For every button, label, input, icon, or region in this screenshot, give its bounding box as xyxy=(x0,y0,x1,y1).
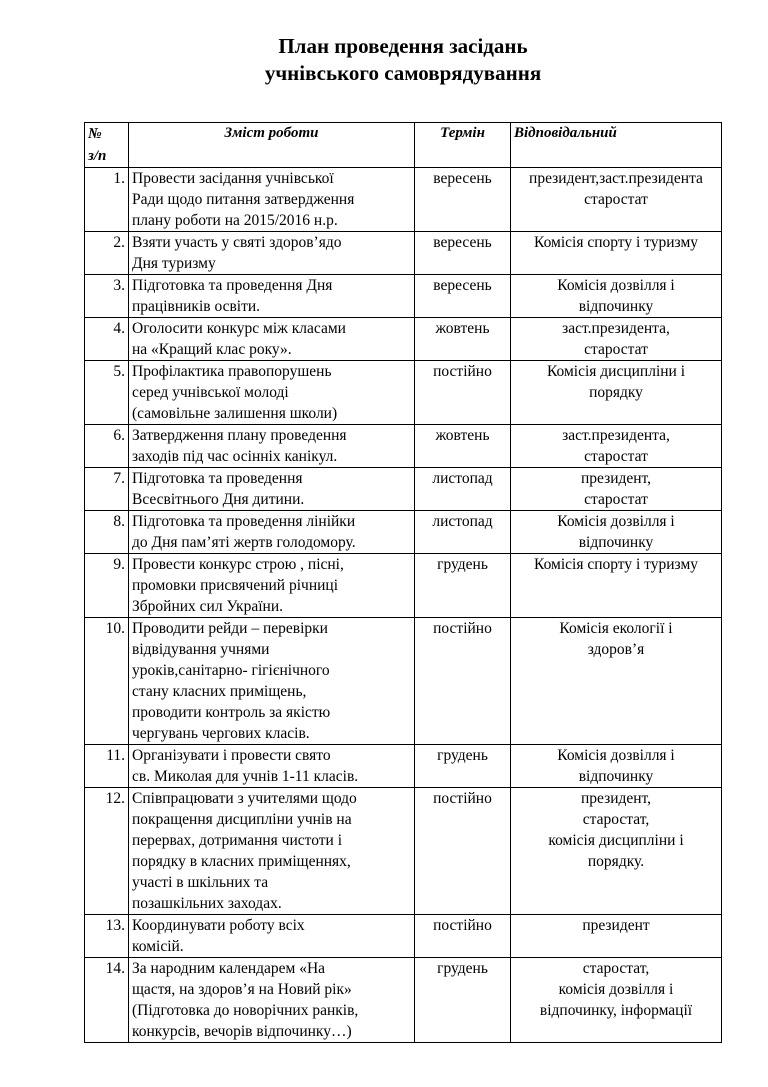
row-number: 3. xyxy=(85,275,129,318)
row-number: 1. xyxy=(85,168,129,232)
row-term: жовтень xyxy=(415,425,511,468)
row-term: листопад xyxy=(415,468,511,511)
table-row xyxy=(85,425,722,468)
table-row xyxy=(85,788,722,915)
content-line: Проводити рейди – перевірки xyxy=(132,620,328,637)
responsible-line: Комісія дисципліни і xyxy=(546,363,686,380)
content-line: працівників освіти. xyxy=(132,298,261,315)
row-term: листопад xyxy=(415,511,511,554)
row-number: 8. xyxy=(85,511,129,554)
row-term: грудень xyxy=(415,745,511,788)
table-row xyxy=(85,275,722,318)
responsible-line: Комісія спорту і туризму xyxy=(534,234,698,251)
content-line: заходів під час осінніх канікул. xyxy=(132,448,338,465)
row-term: вересень xyxy=(415,275,511,318)
table-row xyxy=(85,168,722,232)
row-term: постійно xyxy=(415,915,511,958)
table-row xyxy=(85,554,722,618)
row-responsible xyxy=(511,275,722,318)
row-term: вересень xyxy=(415,232,511,275)
content-line: уроків,санітарно- гігієнічного xyxy=(132,662,330,679)
row-term: постійно xyxy=(415,361,511,425)
responsible-line: президент,заст.президента xyxy=(529,170,703,187)
responsible-line: старостат, xyxy=(582,811,650,828)
content-line: Провести конкурс строю , пісні, xyxy=(132,556,344,573)
header-responsible: Відповідальний xyxy=(511,123,722,168)
row-content xyxy=(129,511,415,554)
plan-table xyxy=(84,122,722,1043)
row-content xyxy=(129,468,415,511)
row-content xyxy=(129,168,415,232)
table-row xyxy=(85,468,722,511)
header-content: Зміст роботи xyxy=(129,123,415,168)
table-row xyxy=(85,232,722,275)
responsible-line: Комісія дозвілля і xyxy=(557,747,675,764)
content-line: Затвердження плану проведення xyxy=(132,427,347,444)
content-line: порядку в класних приміщеннях, xyxy=(132,853,351,870)
row-responsible xyxy=(511,618,722,745)
responsible-line: старостат xyxy=(584,341,648,358)
content-line: Співпрацювати з учителями щодо xyxy=(132,790,357,807)
row-content xyxy=(129,915,415,958)
table-row xyxy=(85,915,722,958)
row-number: 7. xyxy=(85,468,129,511)
row-responsible xyxy=(511,468,722,511)
content-line: Підготовка та проведення Дня xyxy=(132,277,333,294)
content-line: плану роботи на 2015/2016 н.р. xyxy=(132,212,338,229)
content-line: позашкільних заходах. xyxy=(132,895,282,912)
content-line: на «Кращий клас року». xyxy=(132,341,292,358)
content-line: Підготовка та проведення xyxy=(132,470,303,487)
responsible-line: заст.президента, xyxy=(562,320,670,337)
responsible-line: відпочинку xyxy=(578,534,654,551)
row-responsible xyxy=(511,318,722,361)
row-number: 12. xyxy=(85,788,129,915)
row-number: 4. xyxy=(85,318,129,361)
row-number: 5. xyxy=(85,361,129,425)
row-term: постійно xyxy=(415,788,511,915)
row-responsible xyxy=(511,232,722,275)
responsible-line: комісія дисципліни і xyxy=(548,832,684,849)
row-content xyxy=(129,361,415,425)
responsible-line: порядку xyxy=(589,384,643,401)
row-term: грудень xyxy=(415,958,511,1043)
row-content xyxy=(129,958,415,1043)
row-term: вересень xyxy=(415,168,511,232)
content-line: чергувань чергових класів. xyxy=(132,725,310,742)
content-line: відвідування учнями xyxy=(132,641,270,658)
row-content xyxy=(129,618,415,745)
table-row xyxy=(85,618,722,745)
content-line: За народним календарем «На xyxy=(132,960,326,977)
content-line: покращення дисципліни учнів на xyxy=(132,811,352,828)
row-term: постійно xyxy=(415,618,511,745)
responsible-line: Комісія спорту і туризму xyxy=(534,556,698,573)
page-title xyxy=(0,33,768,87)
responsible-line: Комісія дозвілля і xyxy=(557,277,675,294)
row-content xyxy=(129,318,415,361)
row-number: 13. xyxy=(85,915,129,958)
content-line: Всесвітнього Дня дитини. xyxy=(132,491,305,508)
responsible-line: Комісія екології і xyxy=(559,620,673,637)
content-line: Профілактика правопорушень xyxy=(132,363,332,380)
content-line: конкурсів, вечорів відпочинку…) xyxy=(132,1023,352,1040)
row-responsible xyxy=(511,168,722,232)
content-line: до Дня пам’яті жертв голодомору. xyxy=(132,534,356,551)
content-line: Організувати і провести свято xyxy=(132,747,331,764)
content-line: Ради щодо питання затвердження xyxy=(132,191,355,208)
header-term: Термін xyxy=(415,123,511,168)
row-responsible xyxy=(511,554,722,618)
row-content xyxy=(129,745,415,788)
responsible-line: Комісія дозвілля і xyxy=(557,513,675,530)
row-content xyxy=(129,232,415,275)
table-row xyxy=(85,318,722,361)
responsible-line: старостат xyxy=(584,191,648,208)
row-responsible xyxy=(511,958,722,1043)
content-line: Провести засідання учнівської xyxy=(132,170,334,187)
responsible-line: заст.президента, xyxy=(562,427,670,444)
content-line: серед учнівської молоді xyxy=(132,384,289,401)
title-line-2: учнівського самоврядування xyxy=(264,61,542,85)
row-number: 9. xyxy=(85,554,129,618)
responsible-line: комісія дозвілля і xyxy=(558,981,674,998)
responsible-line: президент xyxy=(582,917,650,934)
content-line: Дня туризму xyxy=(132,255,216,272)
row-content xyxy=(129,554,415,618)
row-content xyxy=(129,788,415,915)
content-line: стану класних приміщень, xyxy=(132,683,307,700)
responsible-line: порядку. xyxy=(587,853,645,870)
content-line: перервах, дотримання чистоти і xyxy=(132,832,342,849)
content-line: Збройних сил України. xyxy=(132,598,283,615)
responsible-line: старостат, xyxy=(582,960,650,977)
row-number: 11. xyxy=(85,745,129,788)
responsible-line: здоров’я xyxy=(587,641,645,658)
table-row xyxy=(85,958,722,1043)
header-num: № з/п xyxy=(85,123,129,168)
row-responsible xyxy=(511,361,722,425)
content-line: Координувати роботу всіх xyxy=(132,917,305,934)
table-row xyxy=(85,361,722,425)
table-body xyxy=(85,168,722,1043)
content-line: (Підготовка до новорічних ранків, xyxy=(132,1002,359,1019)
row-number: 14. xyxy=(85,958,129,1043)
row-responsible xyxy=(511,745,722,788)
responsible-line: старостат xyxy=(584,491,648,508)
row-responsible xyxy=(511,915,722,958)
content-line: промовки присвячений річниці xyxy=(132,577,339,594)
responsible-line: відпочинку xyxy=(578,298,654,315)
content-line: Взяти участь у святі здоров’ядо xyxy=(132,234,342,251)
responsible-line: президент, xyxy=(580,470,652,487)
row-term: жовтень xyxy=(415,318,511,361)
responsible-line: відпочинку, інформації xyxy=(539,1002,693,1019)
row-responsible xyxy=(511,788,722,915)
row-number: 2. xyxy=(85,232,129,275)
responsible-line: відпочинку xyxy=(578,768,654,785)
content-line: Оголосити конкурс між класами xyxy=(132,320,346,337)
responsible-line: президент, xyxy=(580,790,652,807)
row-content xyxy=(129,275,415,318)
content-line: комісій. xyxy=(132,938,184,955)
row-term: грудень xyxy=(415,554,511,618)
row-number: 10. xyxy=(85,618,129,745)
table-header-row xyxy=(85,123,722,168)
content-line: (самовільне залишення школи) xyxy=(132,405,338,422)
row-content xyxy=(129,425,415,468)
content-line: участі в шкільних та xyxy=(132,874,269,891)
row-responsible xyxy=(511,425,722,468)
title-line-1: План проведення засідань xyxy=(278,34,528,58)
responsible-line: старостат xyxy=(584,448,648,465)
content-line: св. Миколая для учнів 1-11 класів. xyxy=(132,768,359,785)
content-line: щастя, на здоров’я на Новий рік» xyxy=(132,981,352,998)
table-row xyxy=(85,511,722,554)
table-row xyxy=(85,745,722,788)
content-line: проводити контроль за якістю xyxy=(132,704,331,721)
row-responsible xyxy=(511,511,722,554)
content-line: Підготовка та проведення лінійки xyxy=(132,513,356,530)
row-number: 6. xyxy=(85,425,129,468)
